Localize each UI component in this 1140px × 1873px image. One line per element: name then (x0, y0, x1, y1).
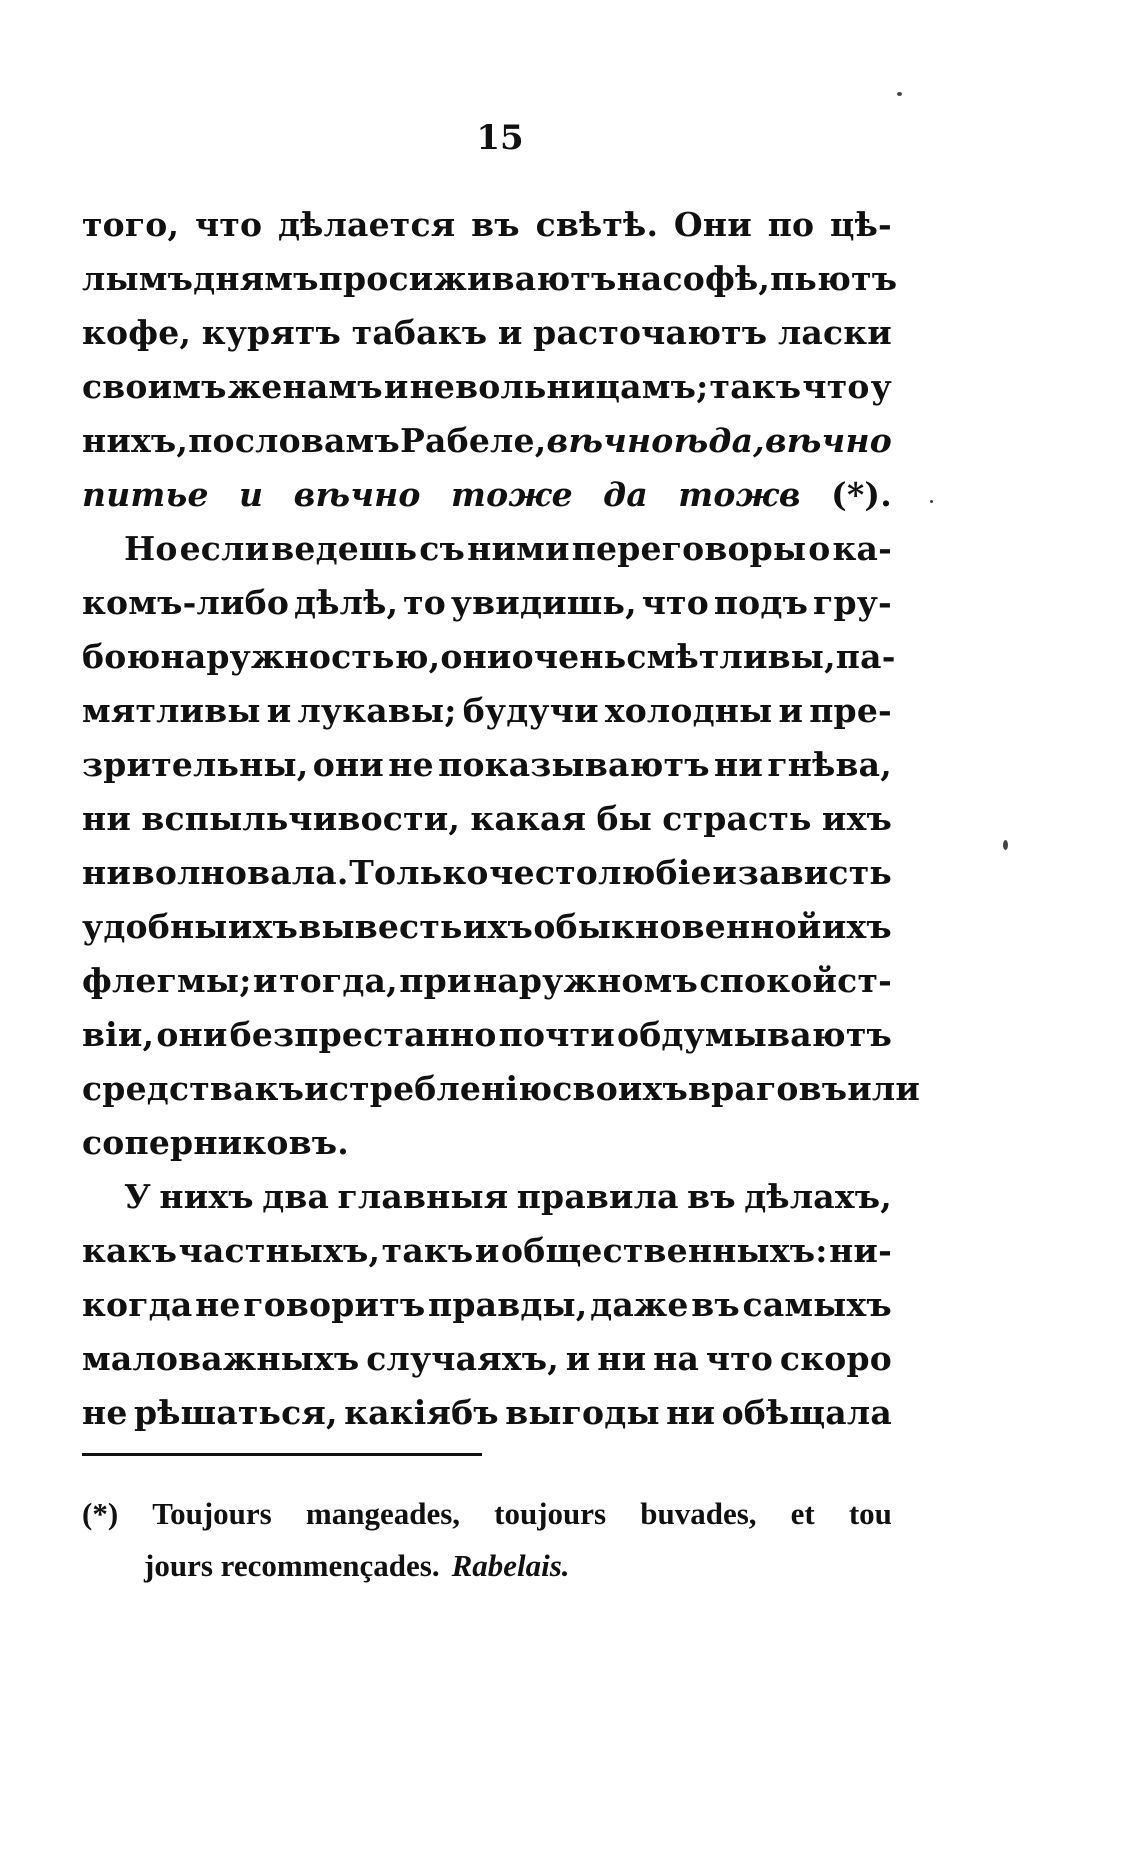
word: гнѣва, (767, 745, 892, 784)
text-line (82, 900, 892, 954)
word: и (266, 691, 292, 730)
word: обѣщала (721, 1393, 892, 1432)
word: правды, (427, 1285, 588, 1324)
word: истребленію (304, 1069, 553, 1108)
word: ни (82, 799, 132, 838)
word: то (403, 583, 446, 622)
word: и (252, 961, 278, 1000)
footnote-word: Toujours (152, 1496, 272, 1531)
word: того, (82, 205, 180, 244)
word: страсть (662, 799, 812, 838)
word: рѣшаться, (133, 1393, 338, 1432)
text-line (82, 468, 892, 522)
word: зависть (737, 853, 892, 892)
footnote-author: Rabelais. (451, 1548, 570, 1583)
word: наружностью, (160, 637, 441, 676)
word: ни- (829, 1231, 892, 1270)
word: своихъ (552, 1069, 688, 1108)
word: волновала. (131, 853, 349, 892)
word: переговоры (571, 529, 807, 568)
word: ихъ (821, 799, 892, 838)
word: У (124, 1177, 151, 1216)
text-line (82, 1332, 892, 1386)
word: общественныхъ: (501, 1231, 828, 1270)
word: Но (124, 529, 178, 568)
text-line (82, 576, 892, 630)
word: и (712, 853, 738, 892)
word: по (188, 421, 235, 460)
word: наружномъ (472, 961, 698, 1000)
footnote-separator (82, 1453, 482, 1456)
word: ласки (777, 313, 892, 352)
word: что (641, 583, 709, 622)
word: ни (82, 853, 132, 892)
word: кофе, (82, 313, 192, 352)
word: па- (835, 637, 896, 676)
footnote-line (82, 1540, 892, 1592)
word: даже (590, 1285, 689, 1324)
footnote (82, 1488, 892, 1592)
word: мятливы (82, 691, 261, 730)
word: вѣчно (546, 421, 674, 460)
word: и (778, 691, 804, 730)
word: Рабеле, (400, 421, 547, 460)
word: и (383, 367, 409, 406)
text-line (82, 360, 892, 414)
footnote-word: et (790, 1496, 815, 1531)
word: свѣтѣ. (535, 205, 659, 244)
text-line (82, 252, 898, 306)
word: у (870, 367, 892, 406)
word: подъ (713, 583, 809, 622)
word: зрительны, (82, 745, 309, 784)
word: что (802, 367, 870, 406)
text-line (82, 1008, 892, 1062)
text-line (82, 1386, 892, 1440)
word: что (194, 205, 263, 244)
word: софѣ, (662, 259, 771, 298)
text-line (82, 684, 892, 738)
word: маловажныхъ (82, 1339, 360, 1378)
word: ихъ (821, 907, 892, 946)
word: тоже (450, 475, 573, 514)
word: дѣлѣ, (294, 583, 399, 622)
word: правила (516, 1177, 679, 1216)
word: ни (597, 1339, 647, 1378)
footnote-word: buvades, (640, 1496, 757, 1531)
word: гру- (813, 583, 892, 622)
word: женамъ (227, 367, 383, 406)
word: удобны (82, 907, 228, 946)
text-line (82, 1278, 892, 1332)
word: Они (673, 205, 752, 244)
text-line (82, 198, 892, 252)
word: бою (82, 637, 161, 676)
word: тогда, (279, 961, 398, 1000)
page-number: 15 (476, 118, 524, 158)
footnote-word: tou (848, 1496, 892, 1531)
paragraph (82, 1170, 892, 1440)
word: съ (419, 529, 466, 568)
word: какая (470, 799, 587, 838)
text-line (82, 738, 892, 792)
word: при (399, 961, 472, 1000)
text-line (82, 954, 892, 1008)
word: частныхъ, (178, 1231, 381, 1270)
word: они (156, 1015, 228, 1054)
word: увидишь, (450, 583, 637, 622)
word: такъ (381, 1231, 474, 1270)
word: холодны (604, 691, 773, 730)
main-text (82, 198, 921, 1440)
word: соперниковъ. (82, 1123, 349, 1162)
word: безпрестанно (229, 1015, 497, 1054)
word: враговъ (687, 1069, 848, 1108)
text-line (82, 630, 896, 684)
word: о (808, 529, 831, 568)
word: ни (714, 745, 764, 784)
text-line (82, 792, 892, 846)
word: ихъ (227, 907, 298, 946)
word: вѣчно (764, 421, 892, 460)
word: тожв (678, 475, 801, 514)
speck-mark (897, 92, 902, 96)
word: и (497, 313, 523, 352)
word: скоро (779, 1339, 892, 1378)
word: къ (254, 1069, 305, 1108)
word: очень (511, 637, 627, 676)
word: ведешь (271, 529, 418, 568)
word: будучи (462, 691, 599, 730)
footnote-word: toujours (494, 1496, 607, 1531)
word: они (312, 745, 384, 784)
word: и (565, 1339, 591, 1378)
word: какіябъ (344, 1393, 499, 1432)
word: пьютъ (770, 259, 898, 298)
text-line (82, 1116, 892, 1170)
word: питье (82, 475, 209, 514)
word: вѣчно (293, 475, 421, 514)
word: бы (596, 799, 652, 838)
word: табакъ (351, 313, 488, 352)
word: дѣлахъ, (744, 1177, 892, 1216)
word: словамъ (234, 421, 400, 460)
word: лымъ (82, 259, 194, 298)
text-line (82, 414, 892, 468)
word: пре- (809, 691, 892, 730)
word: не (195, 1285, 241, 1324)
word: расточаютъ (533, 313, 768, 352)
word: флегмы; (82, 961, 252, 1000)
text-line (82, 1170, 892, 1224)
word: почти (498, 1015, 615, 1054)
word: говоритъ (243, 1285, 426, 1324)
word: дѣлается (277, 205, 456, 244)
footnote-text: jours recommençades. (144, 1548, 440, 1583)
text-line (82, 846, 892, 900)
word: не (82, 1393, 128, 1432)
word: смѣтливы, (626, 637, 836, 676)
word: по (767, 205, 815, 244)
word: невольницамъ; (409, 367, 709, 406)
text-line (82, 1062, 921, 1116)
word: когда (82, 1285, 193, 1324)
word: віи, (82, 1015, 155, 1054)
word: спокойст- (699, 961, 892, 1000)
word: на (653, 1339, 700, 1378)
footnote-word: (*) (82, 1496, 119, 1531)
text-line (82, 522, 892, 576)
word: (*). (831, 475, 892, 514)
word: обыкновенной (533, 907, 822, 946)
word: цѣ- (830, 205, 892, 244)
word: Только (349, 853, 489, 892)
word: ни (666, 1393, 716, 1432)
word: средства (82, 1069, 255, 1108)
word: ихъ (462, 907, 533, 946)
word: и (474, 1231, 500, 1270)
word: просиживаютъ (318, 259, 617, 298)
word: въ (691, 1285, 740, 1324)
word: они (440, 637, 512, 676)
word: нихъ (159, 1177, 254, 1216)
word: не (388, 745, 434, 784)
word: два (262, 1177, 330, 1216)
word: и (239, 475, 264, 514)
word: вывесть (298, 907, 463, 946)
paragraph (82, 198, 898, 522)
word: ѣда, (673, 421, 765, 460)
word: такъ (709, 367, 802, 406)
word: лукавы; (297, 691, 457, 730)
word: ними (467, 529, 570, 568)
word: что (705, 1339, 774, 1378)
word: комъ-либо (82, 583, 290, 622)
word: самыхъ (742, 1285, 892, 1324)
speck-mark (1003, 840, 1008, 850)
word: главныя (337, 1177, 509, 1216)
word: ка- (832, 529, 892, 568)
paragraph (82, 522, 921, 1170)
word: обдумываютъ (616, 1015, 892, 1054)
word: да (603, 475, 648, 514)
word: случаяхъ, (366, 1339, 559, 1378)
footnote-word: mangeades, (305, 1496, 461, 1531)
word: честолюбіе (489, 853, 712, 892)
word: своимъ (82, 367, 227, 406)
word: въ (687, 1177, 736, 1216)
text-line (82, 1224, 892, 1278)
word: на (616, 259, 663, 298)
text-line (82, 306, 892, 360)
word: показываютъ (438, 745, 710, 784)
word: нихъ, (82, 421, 189, 460)
word: въ (471, 205, 520, 244)
word: вспыльчивости, (141, 799, 461, 838)
word: если (179, 529, 270, 568)
speck-mark (930, 500, 933, 503)
footnote-line (82, 1488, 892, 1540)
word: или (847, 1069, 921, 1108)
word: выгоды (505, 1393, 660, 1432)
word: днямъ (193, 259, 319, 298)
word: какъ (82, 1231, 178, 1270)
word: курятъ (201, 313, 342, 352)
